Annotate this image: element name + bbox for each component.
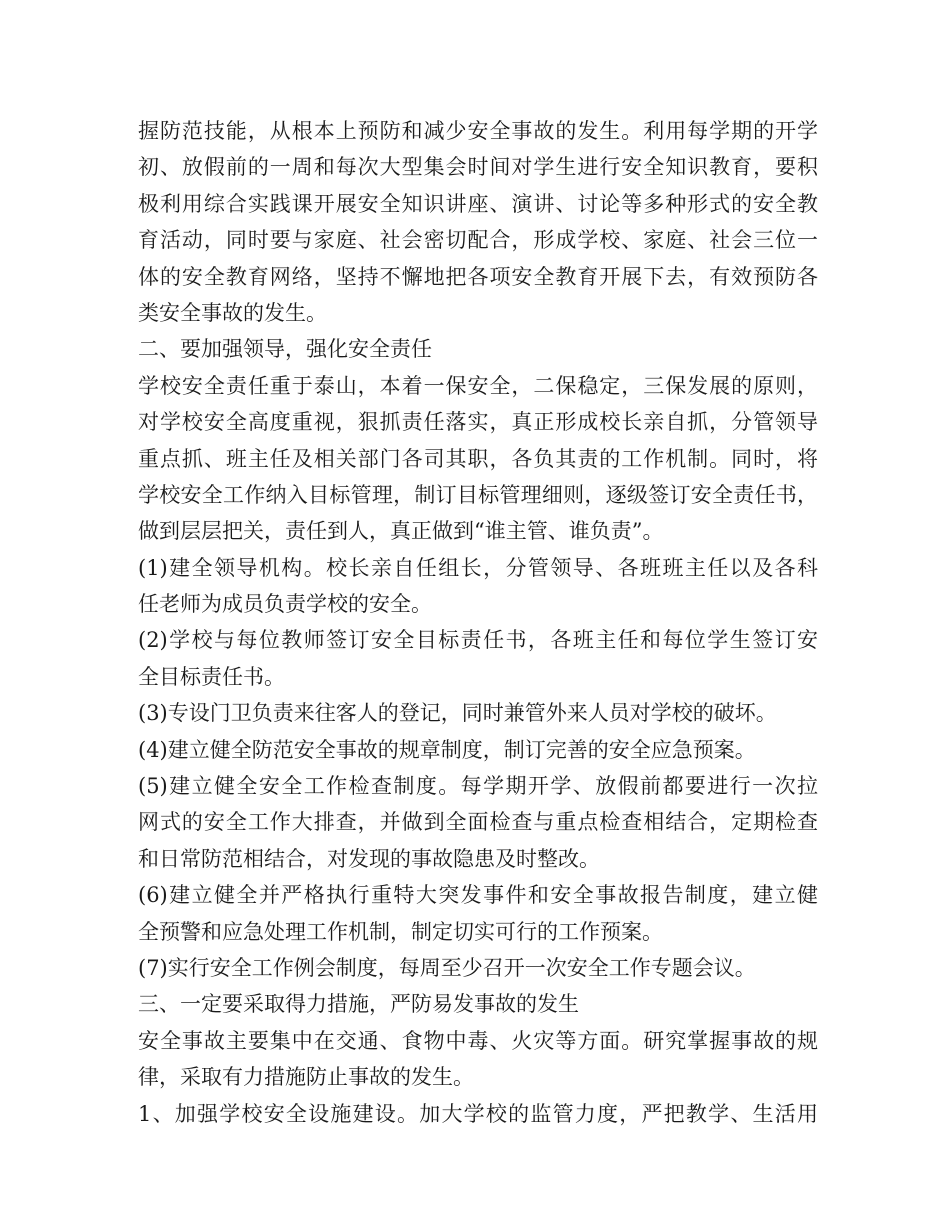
text-line: 任老师为成员负责学校的安全。 xyxy=(138,592,432,617)
text-line: 握防范技能，从根本上预防和减少安全事故的发生。利用每学期的开学 xyxy=(138,119,818,143)
text-line: 学校安全责任重于泰山，本着一保安全，二保稳定，三保发展的原则， xyxy=(138,373,818,398)
text-line: 体的安全教育网络，坚持不懈地把各项安全教育开展下去，有效预防各 xyxy=(138,264,818,289)
text-line: 学校安全工作纳入目标管理，制订目标管理细则，逐级签订安全责任书， xyxy=(138,482,818,507)
text-line: (1)建全领导机构。校长亲自任组长，分管领导、各班班主任以及各科 xyxy=(138,555,818,580)
text-line: 三、一定要采取得力措施，严防易发事故的发生 xyxy=(138,992,579,1017)
text-line: 育活动，同时要与家庭、社会密切配合，形成学校、家庭、社会三位一 xyxy=(138,228,818,253)
text-line: 网式的安全工作大排查，并做到全面检查与重点检查相结合，定期检查 xyxy=(138,810,818,835)
text-line: (5)建立健全安全工作检查制度。每学期开学、放假前都要进行一次拉 xyxy=(138,774,818,799)
document-body xyxy=(138,113,818,1132)
text-line: 全预警和应急处理工作机制，制定切实可行的工作预案。 xyxy=(138,919,663,944)
text-line: 极利用综合实践课开展安全知识讲座、演讲、讨论等多种形式的安全教 xyxy=(138,191,818,216)
text-line: (6)建立健全并严格执行重特大突发事件和安全事故报告制度，建立健 xyxy=(138,883,818,908)
text-line: 律，采取有力措施防止事故的发生。 xyxy=(138,1065,474,1090)
text-line: (7)实行安全工作例会制度，每周至少召开一次安全工作专题会议。 xyxy=(138,955,756,980)
text-line: 类安全事故的发生。 xyxy=(138,300,327,325)
text-line: 二、要加强领导，强化安全责任 xyxy=(138,337,432,362)
text-line: (3)专设门卫负责来往客人的登记，同时兼管外来人员对学校的破坏。 xyxy=(138,701,777,726)
text-line: 做到层层把关，责任到人，真正做到“谁主管、谁负责”。 xyxy=(138,519,664,544)
text-line: 对学校安全高度重视，狠抓责任落实，真正形成校长亲自抓，分管领导 xyxy=(138,410,818,435)
text-line: 1、加强学校安全设施建设。加大学校的监管力度，严把教学、生活用 xyxy=(138,1101,818,1126)
text-line: (2)学校与每位教师签订安全目标责任书，各班主任和每位学生签订安 xyxy=(138,628,818,653)
text-line: 安全事故主要集中在交通、食物中毒、火灾等方面。研究掌握事故的规 xyxy=(138,1028,818,1053)
text-line: (4)建立健全防范安全事故的规章制度，制订完善的安全应急预案。 xyxy=(138,737,756,762)
text-line: 重点抓、班主任及相关部门各司其职，各负其责的工作机制。同时，将 xyxy=(138,446,818,471)
text-line: 和日常防范相结合，对发现的事故隐患及时整改。 xyxy=(138,846,600,871)
text-line: 初、放假前的一周和每次大型集会时间对学生进行安全知识教育，要积 xyxy=(138,155,818,180)
text-line: 全目标责任书。 xyxy=(138,664,285,689)
